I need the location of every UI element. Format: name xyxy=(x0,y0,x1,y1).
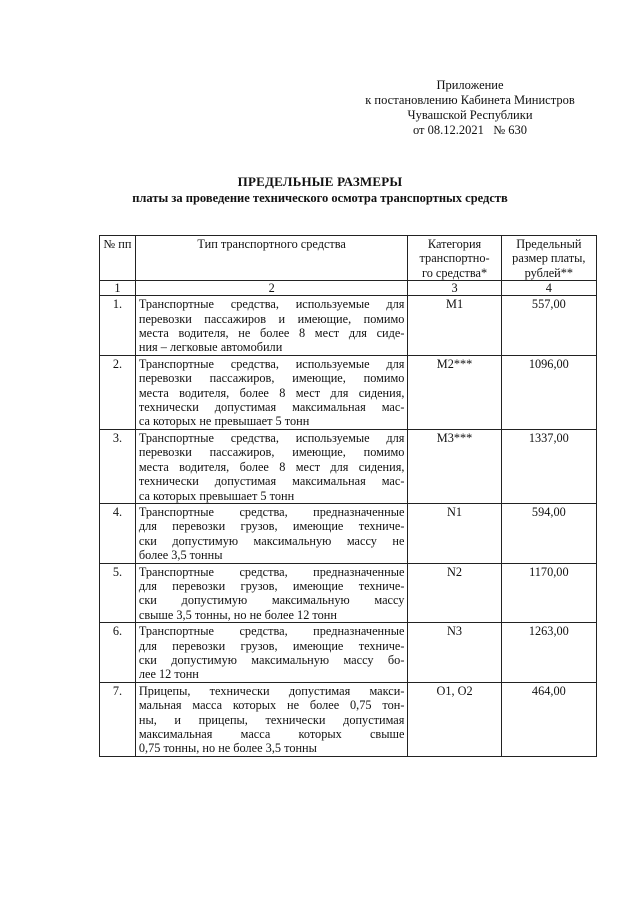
vehicle-type xyxy=(135,503,408,563)
column-number: 4 xyxy=(501,281,596,296)
vehicle-type-line: Транспортные средства, используемые для xyxy=(138,356,405,371)
vehicle-type-line: для перевозки грузов, имеющие техниче- xyxy=(138,519,405,534)
header-category xyxy=(408,236,501,281)
vehicle-type-line: Транспортные средства, предназначенные xyxy=(138,624,405,639)
table-row xyxy=(100,429,597,503)
row-number: 4. xyxy=(100,503,136,563)
fee-limit: 464,00 xyxy=(501,682,596,756)
vehicle-type-line: ны, и прицепы, технически допустимая xyxy=(138,712,405,727)
vehicle-type-line: свыше 3,5 тонны, но не более 12 тонн xyxy=(138,607,337,622)
vehicle-type-line: са которых превышает 5 тонн xyxy=(138,488,295,503)
table-row xyxy=(100,623,597,683)
fee-limit: 1263,00 xyxy=(501,623,596,683)
vehicle-type xyxy=(135,623,408,683)
header-fee-line: Предельный xyxy=(516,237,582,251)
table-row xyxy=(100,563,597,623)
vehicle-type-line: места водителя, более 8 мест для сидения, xyxy=(138,459,405,474)
vehicle-type-line: 0,75 тонны, но не более 3,5 тонны xyxy=(138,741,317,756)
fees-table-body xyxy=(100,296,597,757)
vehicle-type-line: Транспортные средства, используемые для xyxy=(138,430,405,445)
table-row xyxy=(100,682,597,756)
vehicle-type-line: Транспортные средства, используемые для xyxy=(138,297,405,312)
vehicle-type xyxy=(135,296,408,356)
vehicle-type xyxy=(135,682,408,756)
column-number-row xyxy=(100,281,597,296)
header-type-line: Тип транспортного средства xyxy=(197,237,346,251)
appendix-date-number: от 08.12.2021 № 630 xyxy=(412,123,528,137)
vehicle-type-line: ски допустимую максимальную массу не xyxy=(138,533,405,548)
row-number: 7. xyxy=(100,682,136,756)
header-fee-line: рублей** xyxy=(524,265,574,280)
title-subtitle: платы за проведение технического осмотра транспортных средств xyxy=(132,191,508,205)
header-fee xyxy=(501,236,596,281)
vehicle-type-line: Прицепы, технически допустимая макси- xyxy=(138,683,405,698)
vehicle-type-line: места водителя, более 8 мест для сидения, xyxy=(138,385,405,400)
fee-limit: 1096,00 xyxy=(501,355,596,429)
header-category-line: го средства* xyxy=(421,265,488,280)
appendix-republic: Чувашской Республики xyxy=(407,108,533,122)
vehicle-type-line: максимальная масса которых свыше xyxy=(138,727,405,741)
fee-limit: 557,00 xyxy=(501,296,596,356)
row-number: 1. xyxy=(100,296,136,356)
vehicle-type xyxy=(135,355,408,429)
header-num xyxy=(100,236,136,281)
vehicle-type-line: ния – легковые автомобили xyxy=(138,340,283,355)
vehicle-category: N2 xyxy=(408,563,501,623)
document-title xyxy=(0,174,640,206)
vehicle-type-line: ски допустимую максимальную массу бо- xyxy=(138,652,405,667)
vehicle-type-line: са которых не превышает 5 тонн xyxy=(138,414,310,429)
vehicle-type-line: для перевозки грузов, имеющие техниче- xyxy=(138,638,405,653)
vehicle-type-line: Транспортные средства, предназначенные xyxy=(138,504,405,519)
vehicle-type xyxy=(135,563,408,623)
fee-limit: 1337,00 xyxy=(501,429,596,503)
title-main: ПРЕДЕЛЬНЫЕ РАЗМЕРЫ xyxy=(237,174,403,189)
row-number: 6. xyxy=(100,623,136,683)
vehicle-category: N1 xyxy=(408,503,501,563)
vehicle-type-line: технически допустимая максимальная мас- xyxy=(138,400,405,415)
vehicle-category: M2*** xyxy=(408,355,501,429)
table-row xyxy=(100,355,597,429)
header-category-line: транспортно- xyxy=(419,251,490,266)
vehicle-category: N3 xyxy=(408,623,501,683)
column-number: 2 xyxy=(135,281,408,296)
table-header-row xyxy=(100,236,597,281)
appendix-label: Приложение xyxy=(436,78,504,92)
fees-table xyxy=(99,235,597,757)
row-number: 2. xyxy=(100,355,136,429)
header-fee-line: размер платы, xyxy=(512,251,586,266)
fee-limit: 594,00 xyxy=(501,503,596,563)
vehicle-type-line: технически допустимая максимальная мас- xyxy=(138,474,405,489)
vehicle-type-line: для перевозки грузов, имеющие техниче- xyxy=(138,578,405,593)
appendix-resolution: к постановлению Кабинета Министров xyxy=(365,93,575,107)
vehicle-type-line: более 3,5 тонны xyxy=(138,548,223,563)
row-number: 5. xyxy=(100,563,136,623)
fee-limit: 1170,00 xyxy=(501,563,596,623)
vehicle-type-line: перевозки пассажиров, имеющие, помимо xyxy=(138,371,405,386)
vehicle-category: M1 xyxy=(408,296,501,356)
vehicle-type-line: мальная масса которых не более 0,75 тон- xyxy=(138,698,405,713)
header-num-line: пп xyxy=(118,237,132,251)
column-number: 1 xyxy=(100,281,136,296)
row-number: 3. xyxy=(100,429,136,503)
vehicle-type-line: лее 12 тонн xyxy=(138,667,199,682)
appendix-header xyxy=(340,78,600,138)
vehicle-type-line: места водителя, не более 8 мест для сиде- xyxy=(138,326,405,341)
vehicle-category: O1, O2 xyxy=(408,682,501,756)
vehicle-type-line: ски допустимую максимальную массу xyxy=(138,593,405,608)
vehicle-type-line: Транспортные средства, предназначенные xyxy=(138,564,405,579)
header-num-line: № xyxy=(103,237,116,251)
vehicle-type-line: перевозки пассажиров и имеющие, помимо xyxy=(138,311,405,326)
column-number: 3 xyxy=(408,281,501,296)
vehicle-type xyxy=(135,429,408,503)
vehicle-category: M3*** xyxy=(408,429,501,503)
header-type xyxy=(135,236,408,281)
header-category-line: Категория xyxy=(427,237,482,251)
table-row xyxy=(100,296,597,356)
table-row xyxy=(100,503,597,563)
vehicle-type-line: перевозки пассажиров, имеющие, помимо xyxy=(138,445,405,460)
